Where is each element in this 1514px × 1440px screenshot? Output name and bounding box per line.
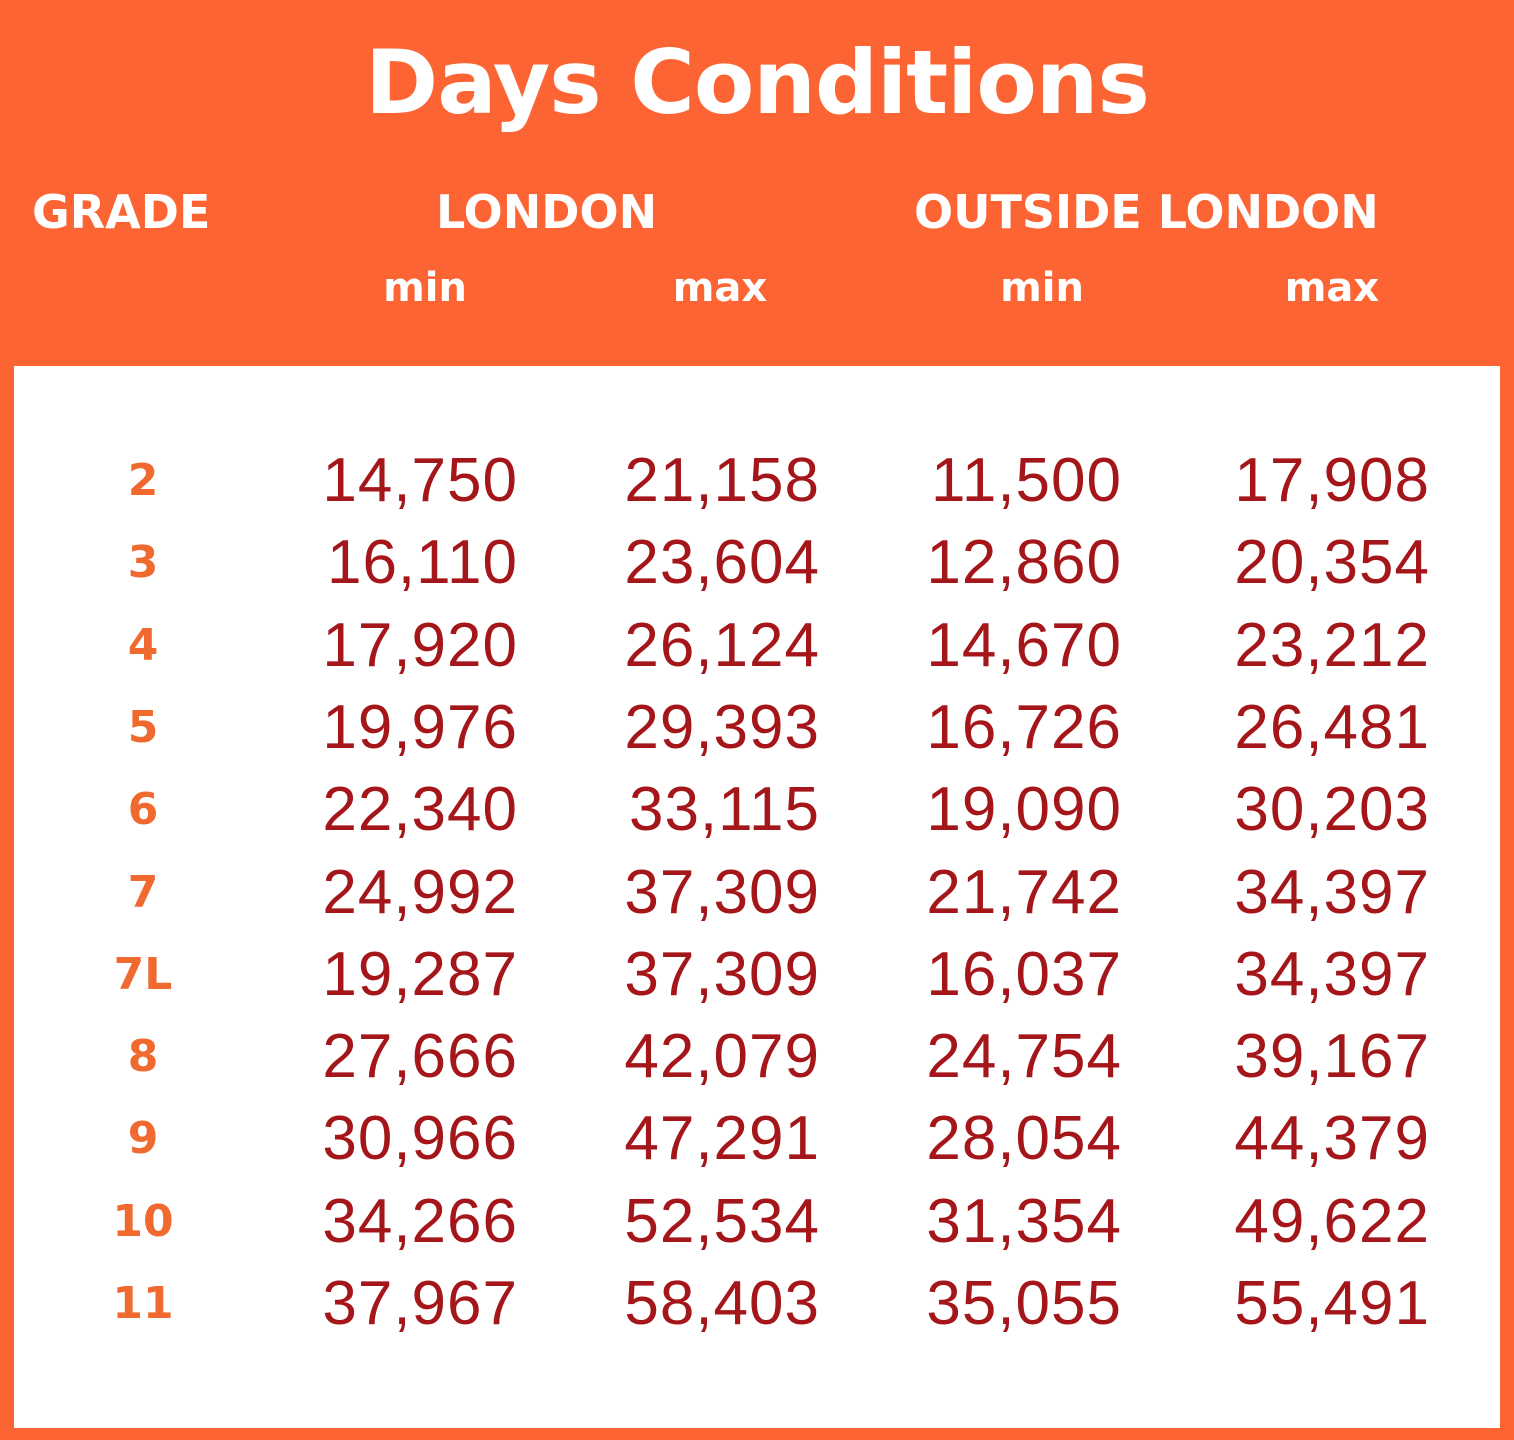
outside-max-cell: 20,354 xyxy=(1234,528,1430,598)
table-row xyxy=(0,1181,1514,1263)
london-min-cell: 19,976 xyxy=(322,692,518,762)
table-row xyxy=(0,605,1514,687)
outside-max-cell: 34,397 xyxy=(1234,857,1430,927)
outside-london-header: OUTSIDE LONDON xyxy=(914,185,1379,239)
grade-cell: 7L xyxy=(113,948,173,1000)
grade-cell: 3 xyxy=(127,537,159,589)
london-header: LONDON xyxy=(436,185,658,239)
london-min-cell: 30,966 xyxy=(322,1104,518,1174)
outside-max-header: max xyxy=(1284,265,1380,311)
grade-header: GRADE xyxy=(32,185,211,239)
outside-min-cell: 19,090 xyxy=(926,775,1122,845)
london-max-cell: 58,403 xyxy=(624,1269,820,1338)
london-max-cell: 21,158 xyxy=(624,446,820,515)
grade-cell: 5 xyxy=(127,701,159,753)
page-title: Days Conditions xyxy=(365,31,1149,134)
grade-cell: 9 xyxy=(127,1113,159,1165)
london-max-cell: 52,534 xyxy=(624,1186,820,1256)
table-row xyxy=(0,852,1514,934)
london-min-cell: 22,340 xyxy=(322,775,518,845)
table-row xyxy=(0,687,1514,769)
outside-min-cell: 12,860 xyxy=(926,528,1122,598)
london-min-cell: 16,110 xyxy=(326,528,518,598)
table-row xyxy=(0,1263,1514,1345)
grade-cell: 2 xyxy=(127,455,159,506)
outside-max-cell: 55,491 xyxy=(1234,1269,1430,1338)
london-max-cell: 33,115 xyxy=(628,775,820,845)
london-max-cell: 29,393 xyxy=(624,692,820,762)
grade-cell: 6 xyxy=(127,784,159,836)
london-min-cell: 14,750 xyxy=(322,446,518,515)
london-min-cell: 37,967 xyxy=(322,1269,518,1338)
london-min-cell: 24,992 xyxy=(322,857,518,927)
outside-max-cell: 49,622 xyxy=(1234,1186,1430,1256)
grade-cell: 10 xyxy=(112,1195,174,1247)
outside-max-cell: 23,212 xyxy=(1234,610,1430,680)
table-row xyxy=(0,934,1514,1016)
grade-cell: 7 xyxy=(127,866,159,918)
london-min-cell: 34,266 xyxy=(322,1186,518,1256)
london-max-header: max xyxy=(672,265,768,311)
outside-min-cell: 21,742 xyxy=(926,857,1122,927)
outside-min-cell: 14,670 xyxy=(926,610,1122,680)
table-row xyxy=(0,522,1514,604)
outside-min-cell: 35,055 xyxy=(926,1269,1122,1338)
london-max-cell: 47,291 xyxy=(624,1104,820,1174)
outside-max-cell: 26,481 xyxy=(1234,692,1430,762)
outside-min-cell: 16,037 xyxy=(926,939,1122,1009)
table-row xyxy=(0,1098,1514,1180)
london-max-cell: 26,124 xyxy=(624,610,820,680)
table-row xyxy=(0,1016,1514,1098)
table-row xyxy=(0,769,1514,851)
outside-max-cell: 30,203 xyxy=(1234,775,1430,845)
london-min-header: min xyxy=(383,265,467,311)
outside-min-cell: 24,754 xyxy=(926,1022,1122,1092)
grade-cell: 4 xyxy=(127,619,159,671)
london-min-cell: 17,920 xyxy=(322,610,518,680)
outside-max-cell: 44,379 xyxy=(1234,1104,1430,1174)
outside-max-cell: 39,167 xyxy=(1234,1022,1430,1092)
outside-max-cell: 34,397 xyxy=(1234,939,1430,1009)
outside-min-header: min xyxy=(1000,265,1084,311)
london-min-cell: 27,666 xyxy=(322,1022,518,1092)
london-max-cell: 23,604 xyxy=(624,528,820,598)
outside-max-cell: 17,908 xyxy=(1234,446,1430,515)
london-max-cell: 37,309 xyxy=(624,939,820,1009)
grade-cell: 11 xyxy=(112,1278,174,1329)
london-max-cell: 37,309 xyxy=(624,857,820,927)
outside-min-cell: 31,354 xyxy=(926,1186,1122,1256)
outside-min-cell: 11,500 xyxy=(930,446,1122,515)
outside-min-cell: 28,054 xyxy=(926,1104,1122,1174)
outside-min-cell: 16,726 xyxy=(926,692,1122,762)
london-max-cell: 42,079 xyxy=(624,1022,820,1092)
table-row xyxy=(0,440,1514,522)
grade-cell: 8 xyxy=(127,1031,159,1083)
london-min-cell: 19,287 xyxy=(322,939,518,1009)
